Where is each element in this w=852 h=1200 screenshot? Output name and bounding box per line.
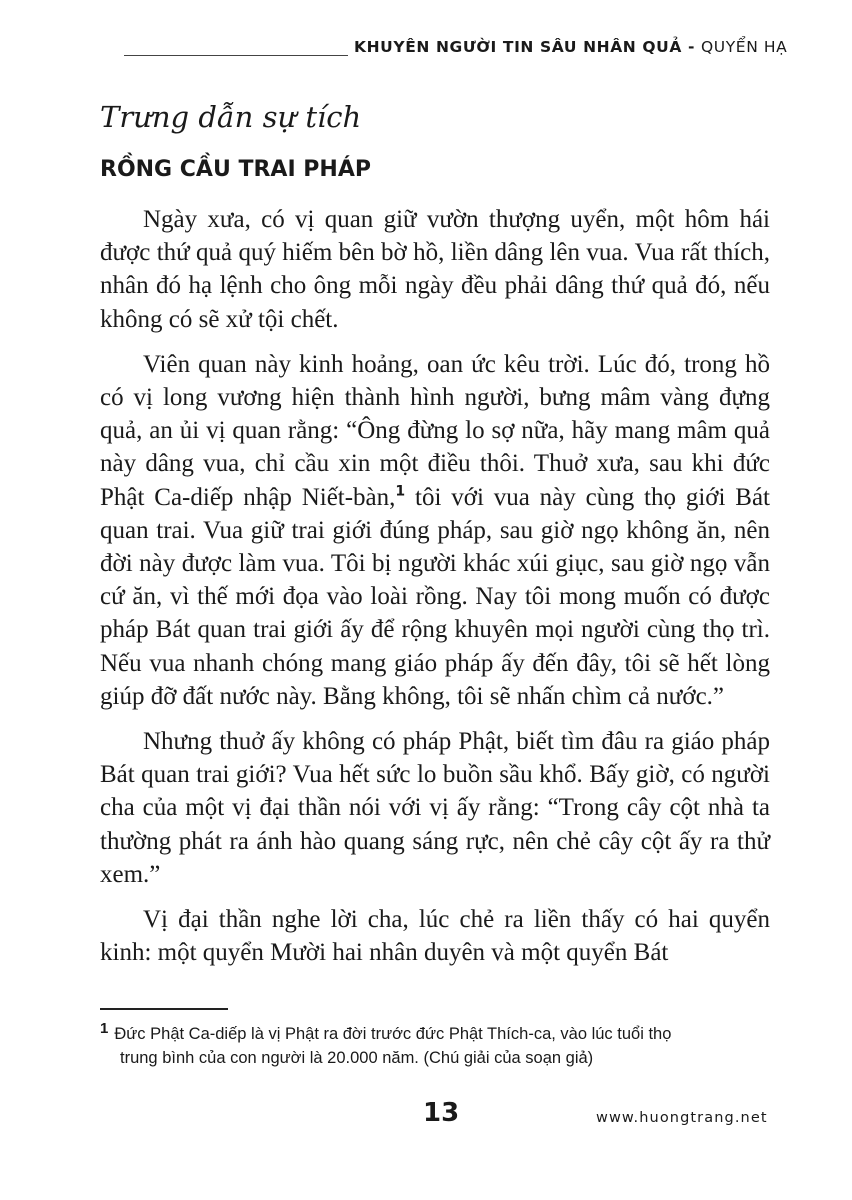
book-title: KHUYÊN NGƯỜI TIN SÂU NHÂN QUẢ xyxy=(354,38,682,56)
header-separator: - xyxy=(687,38,695,56)
page-number: 13 xyxy=(423,1098,460,1128)
paragraph: Nhưng thuở ấy không có pháp Phật, biết tìm đâu ra giáo pháp Bát quan trai giới? Vua hết sức lo buồn sầu khổ. Bấy giờ, có người cha của một vị đại thần nói với vị ấy rằng: “Trong cây cột nhà ta thường phát ra ánh hào quang sáng rực, nên chẻ cây cột ấy ra thử xem.” xyxy=(100,728,770,888)
section-kicker: Trưng dẫn sự tích xyxy=(100,100,362,134)
footnote-rule xyxy=(100,1008,228,1010)
footnote-line: Đức Phật Ca-diếp là vị Phật ra đời trước đức Phật Thích-ca, vào lúc tuổi thọ xyxy=(114,1025,672,1043)
header-rule xyxy=(124,55,348,56)
paragraph-text: Viên quan này kinh hoảng, oan ức kêu trời. Lúc đó, trong hồ có vị long vương hiện thành hình người, bưng mâm vàng đựng quả, an ủi vị quan rằng: “Ông đừng lo sợ nữa, hãy mang mâm quả này dâng vua, chỉ cầu xin một điều thôi. Thuở xưa, sau khi đức Phật Ca-diếp nhập Niết-bàn, xyxy=(100,350,770,511)
footnote xyxy=(100,1019,780,1070)
volume-label: QUYỂN HẠ xyxy=(700,38,788,56)
website-url: www.huongtrang.net xyxy=(596,1110,768,1126)
footnote-line: trung bình của con người là 20.000 năm. (Chú giải của soạn giả) xyxy=(120,1049,594,1067)
story-title: RỒNG CẦU TRAI PHÁP xyxy=(100,157,371,182)
body-text xyxy=(100,203,770,981)
running-head xyxy=(354,38,787,56)
footnote-reference[interactable]: 1 xyxy=(395,483,406,500)
paragraph xyxy=(100,348,770,713)
paragraph: Ngày xưa, có vị quan giữ vườn thượng uyển, một hôm hái được thứ quả quý hiếm bên bờ hồ, liền dâng lên vua. Vua rất thích, nhân đó hạ lệnh cho ông mỗi ngày đều phải dâng thứ quả đó, nếu không có sẽ xử tội chết. xyxy=(100,206,770,333)
paragraph: Vị đại thần nghe lời cha, lúc chẻ ra liền thấy có hai quyển kinh: một quyển Mười hai nhân duyên và một quyển Bát xyxy=(100,906,770,967)
paragraph-text: tôi với vua này cùng thọ giới Bát quan trai. Vua giữ trai giới đúng pháp, sau giờ ngọ không ăn, nên đời này được làm vua. Tôi bị người khác xúi giục, sau giờ ngọ vẫn cứ ăn, vì thế mới đọa vào loài rồng. Nay tôi mong muốn có được pháp Bát quan trai giới ấy để rộng khuyên mọi người cùng thọ trì. Nếu vua nhanh chóng mang giáo pháp ấy đến đây, tôi sẽ hết lòng giúp đỡ đất nước này. Bằng không, tôi sẽ nhấn chìm cả nước.” xyxy=(100,483,770,710)
footnote-marker: 1 xyxy=(100,1019,109,1037)
